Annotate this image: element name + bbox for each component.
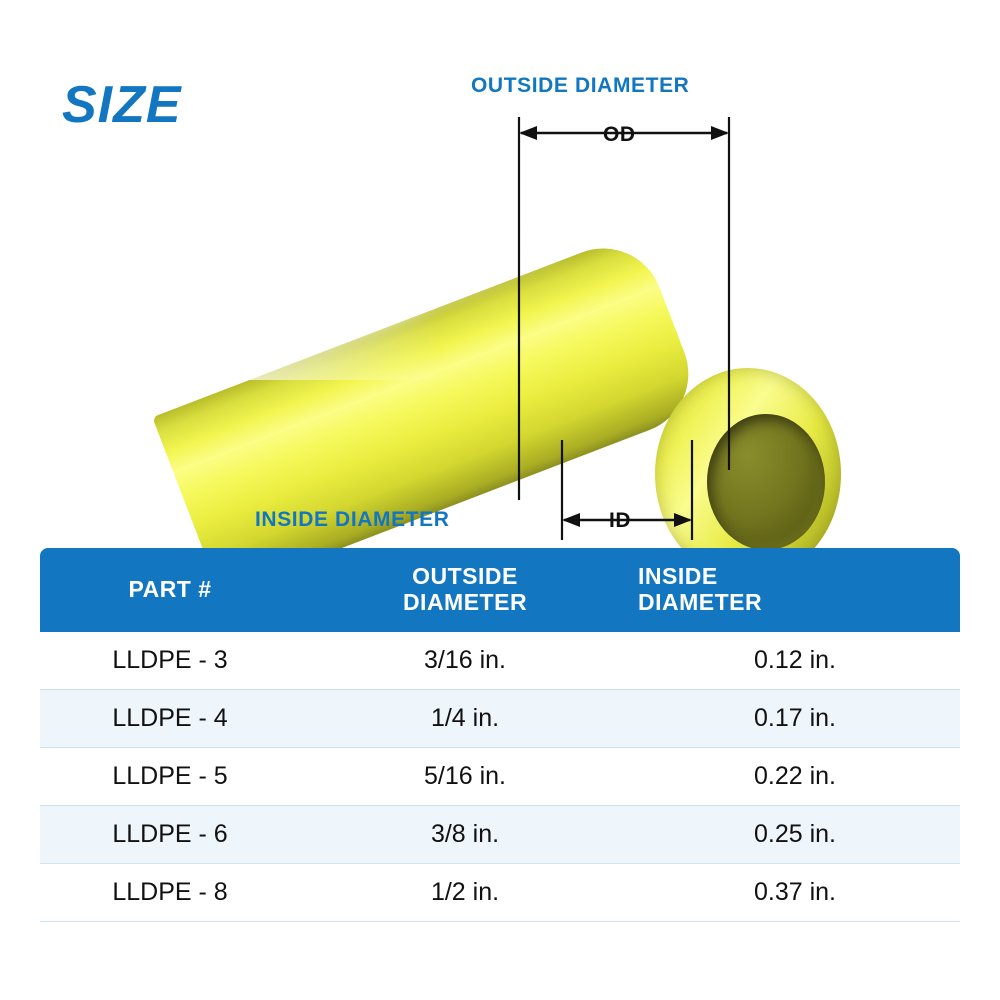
table-row	[40, 632, 960, 690]
cell-id: 0.12 in.	[630, 632, 960, 690]
column-header-id-line1: INSIDE	[638, 563, 718, 589]
page-title: SIZE	[62, 76, 182, 134]
tube-bore	[707, 414, 825, 550]
cell-part: LLDPE - 6	[40, 805, 300, 863]
column-header-part	[40, 548, 300, 632]
cell-id: 0.25 in.	[630, 805, 960, 863]
tube-illustration	[150, 90, 770, 510]
inside-diameter-label: INSIDE DIAMETER	[255, 508, 450, 531]
cell-id: 0.37 in.	[630, 863, 960, 921]
size-table	[40, 548, 960, 922]
table-body	[40, 632, 960, 922]
cell-part: LLDPE - 5	[40, 747, 300, 805]
table-row	[40, 689, 960, 747]
cell-id: 0.22 in.	[630, 747, 960, 805]
table-row	[40, 805, 960, 863]
table-row	[40, 863, 960, 921]
cell-part: LLDPE - 3	[40, 632, 300, 690]
cell-part: LLDPE - 8	[40, 863, 300, 921]
outside-diameter-abbr: OD	[603, 123, 636, 146]
column-header-od-line1: OUTSIDE	[412, 563, 518, 589]
outside-diameter-label: OUTSIDE DIAMETER	[471, 74, 690, 97]
cell-od: 1/4 in.	[300, 689, 630, 747]
cell-od: 5/16 in.	[300, 747, 630, 805]
column-header-part-line1: PART #	[128, 575, 212, 602]
cell-od: 1/2 in.	[300, 863, 630, 921]
table-header	[40, 548, 960, 632]
cell-id: 0.17 in.	[630, 689, 960, 747]
column-header-od-line2: DIAMETER	[402, 588, 528, 615]
column-header-id-line2: DIAMETER	[638, 588, 763, 615]
table-header-row	[40, 548, 960, 632]
cell-od: 3/8 in.	[300, 805, 630, 863]
inside-diameter-abbr: ID	[609, 509, 632, 532]
column-header-outside-diameter	[300, 548, 630, 632]
tube-fade-overlay	[140, 150, 440, 380]
column-header-inside-diameter	[630, 548, 960, 632]
table-row	[40, 747, 960, 805]
cell-od: 3/16 in.	[300, 632, 630, 690]
cell-part: LLDPE - 4	[40, 689, 300, 747]
